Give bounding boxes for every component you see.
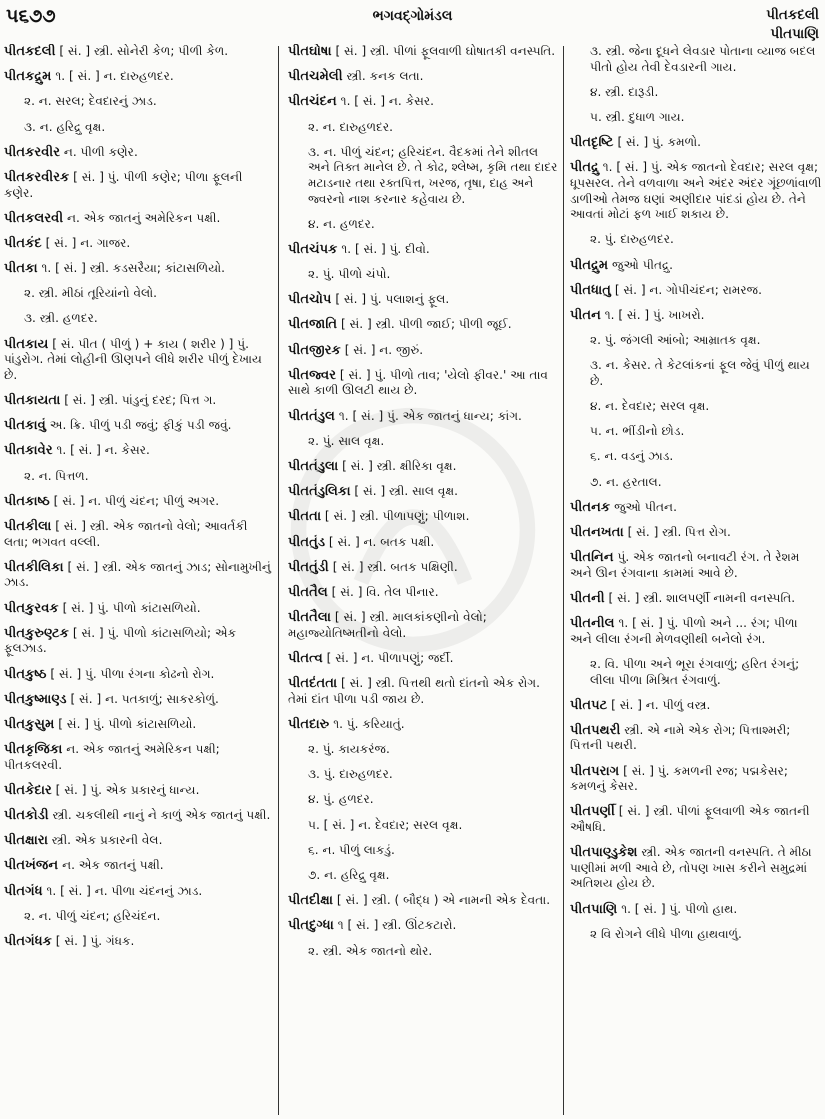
headword: પીતકરવીરક [4, 169, 70, 185]
guide-word-first: પીતકદલી [766, 7, 819, 23]
definition: સ્ત્રી. એક જાતની વનસ્પતિ. તે મીઠા પાણીમાં મળી આવે છે, તોપણ ખાસ કરીને સમુદ્રમાં અતિશય હોય છે. [570, 845, 812, 891]
column-3 [570, 44, 823, 1116]
definition: ૧. [ સં. ] સ્ત્રી. કડસરૈયા; કાંટાસળિયો. [37, 261, 226, 276]
definition: ૩. ન. કેસર. તે કેટલાંકનાં ફૂલ જેવું પીળું થાય છે. [590, 358, 810, 388]
dictionary-entry [4, 858, 272, 874]
dictionary-entry [288, 343, 558, 359]
headword: પીતકુષ્માણ્ડ [4, 691, 67, 707]
sub-definition [288, 944, 558, 960]
dictionary-entry [288, 509, 558, 525]
dictionary-entry [288, 535, 558, 551]
headword: પીતકીલા [4, 518, 52, 534]
dictionary-entry [570, 698, 823, 714]
definition: [ સં. ] સ્ત્રી. પિત્તથી થતો દાંતનો એક રોગ. તેમાં દાંત પીળા પડી જાય છે. [288, 676, 540, 706]
dictionary-entry [288, 484, 558, 500]
definition: [ સં. ] સ્ત્રી. માલકાંકણીનો વેલો; મહાજ્યોતિષ્મતીનો વેલો. [288, 610, 487, 640]
definition: ન. એક જાતનું પક્ષી. [58, 858, 164, 873]
headword: પીતતુંડ [288, 534, 326, 550]
headword: પીતતૈલા [288, 610, 332, 626]
definition: ૨. પું. સાલ વૃક્ષ. [308, 433, 385, 448]
dictionary-entry [4, 519, 272, 550]
dictionary-entry [4, 560, 272, 591]
headword: પીતકાષ્ઠ [4, 493, 50, 509]
definition: [ સં. ] ન. ગોપીચંદન; રામરજ. [610, 282, 762, 297]
dictionary-entry [288, 94, 558, 110]
definition: જુઓ પીતન. [610, 499, 677, 514]
dictionary-entry [4, 742, 272, 773]
sub-definition [288, 267, 558, 283]
dictionary-entry [288, 585, 558, 601]
definition: ૭. ન. હરિદ્રુ વૃક્ષ. [308, 868, 390, 882]
sub-definition [288, 843, 558, 859]
definition: સ્ત્રી. એ નામે એક રોગ; પિત્તાશ્મરી; પિત્તની પથરી. [570, 722, 791, 753]
headword: પીતચમેલી [288, 69, 343, 85]
dictionary-entry [570, 616, 823, 647]
definition: [ સં. ] પું. પીળી કણેર; પીળા ફૂલની કણેર. [4, 169, 243, 200]
definition: [ સં. ] સ્ત્રી. બતક પક્ષિણી. [328, 559, 458, 574]
definition: [ સં. ] પું. કમળની રજ; પદ્મકેસર; કમળનું કેસર. [570, 763, 788, 794]
headword: પીતતંડુલિકા [288, 484, 351, 500]
headword: પીતતા [288, 509, 322, 525]
headword: પીતની [570, 590, 605, 606]
sub-definition [288, 792, 558, 808]
sub-definition [288, 818, 558, 834]
headword: પીતગંધક [4, 933, 52, 949]
dictionary-entry [4, 494, 272, 510]
headword: પીતકંદ [4, 235, 42, 251]
sub-definition [570, 44, 823, 75]
definition: ન. એક જાતનું અમેરિકન પક્ષી; પીતકલરવી. [4, 742, 220, 772]
sub-definition [570, 110, 823, 126]
headword: પીતકુષ્ઠ [4, 666, 47, 682]
dictionary-entry [570, 160, 823, 222]
headword: પીતદ્રુ [570, 160, 599, 176]
dictionary-entry [288, 242, 558, 258]
definition: અ. ક્રિ. પીળું પડી જવું; ફીકું પડી જવું. [45, 418, 232, 433]
headword: પીતદ્રુમ [570, 257, 609, 273]
sub-definition [4, 311, 272, 327]
definition: ૧. [ સં. ] પું. પીળો અને ... રંગ; પીળા અને લીલા રંગની મેળવણીથી બનેલો રંગ. [570, 616, 798, 646]
definition: [ સં. ] ન. ગાજર. [41, 235, 131, 250]
definition: જુઓ પીતદ્રુ. [608, 257, 674, 272]
definition: ૨. પું. પીળો ચંપો. [308, 267, 391, 282]
headword: પીતપટ [570, 697, 608, 713]
definition: [ સં. ] પું. પીળો કાંટાસળિયો. [54, 716, 197, 731]
definition: ૪. ન. હળદર. [308, 216, 375, 231]
column-1 [4, 44, 272, 1116]
definition: [ સં. ] ન. પીળાપણું; જર્દી. [322, 650, 454, 665]
dictionary-entry [4, 261, 272, 277]
definition: [ સં. ] ન. બતક પક્ષી. [325, 534, 435, 549]
dictionary-entry [288, 317, 558, 333]
dictionary-entry [288, 918, 558, 934]
definition: ૧. [ સં. ] ન. કેસર. [52, 443, 150, 458]
sub-definition [288, 120, 558, 136]
dictionary-entry [570, 550, 823, 581]
definition: [ સં. ] સ્ત્રી. શાલપર્ણી નામની વનસ્પતિ. [604, 590, 796, 605]
definition: ૬. ન. વડનું ઝાડ. [590, 449, 674, 464]
definition: ૧. [ સં. ] પું. દીવો. [337, 241, 430, 256]
dictionary-entry [570, 500, 823, 516]
sub-definition [570, 333, 823, 349]
definition: [ સં. ] સ્ત્રી. ( બૌદ્ધ ) એ નામની એક દેવતા. [333, 893, 551, 908]
sub-definition [570, 657, 823, 688]
definition: [ સં. ] સ્ત્રી. પાંડુનું દરદ; પિત્ત ગ. [60, 393, 217, 408]
definition: ૪. સ્ત્રી. દારૂડી. [590, 84, 659, 99]
sub-definition [570, 399, 823, 415]
sub-definition [288, 868, 558, 884]
dictionary-entry [4, 211, 272, 227]
headword: પીતધાતુ [570, 282, 611, 298]
dictionary-entry [570, 283, 823, 299]
headword: પીતકૃજિકા [4, 742, 63, 758]
dictionary-entry [4, 717, 272, 733]
headword: પીતજીરક [288, 342, 341, 358]
dictionary-entry [570, 845, 823, 892]
definition: ૪. પું. હળદર. [308, 792, 374, 807]
definition: ૭. ન. હરતાલ. [590, 474, 662, 489]
headword: પીતકરવીર [4, 144, 61, 160]
definition: ૧. [ સં. ] પું. પીળો હાથ. [617, 901, 738, 916]
definition: ૧. [ સં. ] પું. એક જાતનું ધાન્ય; કાંગ. [335, 408, 522, 423]
definition: [ સં. ] સ્ત્રી. એક જાતનું ઝાડ; સોનામુખીનું ઝાડ. [4, 559, 271, 590]
definition: ૩. ન. પીળું ચંદન; હરિચંદન. વૈદકમાં તેને શીતલ અને તિક્ત માનેલ છે. તે કોઢ, શ્લેષ્મ, કૃમિ તથા દાદર મટાડનાર તથા રક્તપિત્ત, ખરજ, તૃષા, દાહ અને જ્વરનો નાશ કરનાર કહેવાય છે. [308, 144, 558, 206]
definition: [ સં. ] સ્ત્રી. પીળાં ફૂલવાળી ઘોષાતકી વનસ્પતિ. [331, 44, 556, 58]
headword: પીતતૈલ [288, 584, 328, 600]
dictionary-entry [570, 804, 823, 835]
definition: [ સં. ] પું. પીળો કાંટાસળિયો; એક ફૂલઝાડ. [4, 625, 237, 656]
headword: પીતદીક્ષા [288, 893, 334, 909]
headword: પીતકોડી [4, 808, 49, 824]
definition: [ સં. ] સ્ત્રી. પીળાં ફૂલવાળી એક જાતની ઔષધિ. [570, 804, 810, 835]
sub-definition [570, 449, 823, 465]
headword: પીતપરાગ [570, 763, 620, 779]
headword: પીતતુંડી [288, 559, 329, 575]
dictionary-entry [4, 170, 272, 201]
definition: [ સં. ] પું. કમળો. [613, 135, 701, 150]
dictionary-entry [4, 601, 272, 617]
dictionary-columns [4, 44, 823, 1116]
dictionary-entry [288, 676, 558, 707]
definition: ૨. ન. પિત્તળ. [24, 468, 89, 483]
sub-definition [570, 927, 823, 943]
dictionary-entry [288, 717, 558, 733]
dictionary-entry [570, 308, 823, 324]
definition: ૨. વિ. પીળા અને ભૂરા રંગવાળું; હરિત રંગનું; લીલા પીળા મિશ્રિત રંગવાળું. [590, 656, 800, 687]
dictionary-entry [4, 418, 272, 434]
dictionary-entry [4, 626, 272, 657]
headword: પીતકદ્રુમ [4, 69, 52, 85]
definition: ૬. ન. પીળું લાકડું. [308, 842, 395, 857]
sub-definition [4, 94, 272, 110]
dictionary-entry [4, 44, 272, 60]
definition: [ સં. ] ન. પીળું ચંદન; પીળું અગર. [49, 493, 220, 508]
headword: પીતપર્ણી [570, 804, 615, 820]
definition: ૨. સ્ત્રી. મીઠાં તૂરિયાંનો વેલો. [24, 286, 157, 301]
definition: ૨. પું. જંગલી આંબો; આમ્રાતક વૃક્ષ. [590, 333, 761, 348]
definition: સ્ત્રી. ચકલીથી નાનું ને કાળું એક જાતનું પક્ષી. [48, 808, 271, 823]
definition: ૧ [ સં. ] સ્ત્રી. ઊંટકટારો. [333, 918, 457, 933]
dictionary-entry [288, 292, 558, 308]
sub-definition [4, 120, 272, 136]
sub-definition [4, 286, 272, 302]
headword: પીતકેદાર [4, 782, 52, 798]
headword: પીતકાય [4, 336, 49, 352]
definition: ૩. સ્ત્રી. જેના દૂધને લેવડાર પોતાના વ્યાજ બદલ પીતો હોય તેવી દેવડારની ગાય. [590, 44, 816, 74]
sub-definition [288, 767, 558, 783]
definition: ૧. [ સં. ] પું. એક જાતનો દેવદાર; સરલ વૃક્ષ; ધૂપસરલ. તેને વળવાળા અને અંદર અંદર ગૂંછળાંવાળી ડાળીઓ તેમજ ઘણાં અણીદાર પાંદડાં હોય છે. તેને આવતાં મોટાં ફળ ખાઈ શકાય છે. [570, 160, 822, 222]
headword: પીતકાવું [4, 418, 46, 434]
definition: [ સં. ] પું. પલાશનું ફૂલ. [331, 292, 450, 307]
definition: ૪. ન. દેવદાર; સરલ વૃક્ષ. [590, 399, 710, 414]
headword: પીતકાવેર [4, 443, 53, 459]
dictionary-entry [288, 893, 558, 909]
definition: [ સં. ] પું. પીળો તાવ; 'યેલો ફીવર.' આ તાવ સાથે કાળી ઊલટી થાય છે. [288, 367, 548, 398]
definition: ૧. [ સં. ] ન. પીળા ચંદનનું ઝાડ. [42, 883, 203, 898]
headword: પીતપાણ્ડુકેશ [570, 845, 638, 861]
definition: ૩. પું. દારુહળદર. [308, 767, 393, 782]
dictionary-entry [570, 258, 823, 274]
definition: ૫. સ્ત્રી. દુધાળ ગાય. [590, 109, 685, 124]
dictionary-entry [570, 591, 823, 607]
dictionary-entry [288, 409, 558, 425]
guide-words [766, 6, 819, 44]
dictionary-entry [4, 69, 272, 85]
headword: પીતપાણિ [570, 901, 618, 917]
headword: પીતજ્વર [288, 367, 337, 383]
guide-word-last: પીતપાણિ [770, 26, 819, 42]
definition: ૧. [ સં. ] પું. ખાખરો. [600, 307, 705, 322]
headword: પીતનક [570, 499, 611, 515]
dictionary-entry [4, 145, 272, 161]
headword: પીતક્ષારા [4, 833, 48, 849]
headword: પીતકા [4, 261, 38, 277]
headword: પીતચંદન [288, 94, 337, 110]
definition: [ સં. ] સ્ત્રી. ક્ષીરિકા વૃક્ષ. [338, 459, 457, 473]
definition: [ સં. ] ન. પીળું વસ્ત્ર. [607, 697, 711, 712]
headword: પીતનીલ [570, 616, 615, 632]
dictionary-entry [4, 393, 272, 409]
definition: [ સં. ] પું. પીળો કાંટાસળિયો. [58, 600, 201, 615]
headword: પીતકુરુણ્ટક [4, 625, 69, 641]
sub-definition [4, 909, 272, 925]
sub-definition [288, 217, 558, 233]
sub-definition [570, 232, 823, 248]
definition: ૫. [ સં. ] ન. દેવદાર; સરલ વૃક્ષ. [308, 817, 463, 832]
headword: પીતનિન [570, 550, 614, 566]
dictionary-entry [570, 902, 823, 918]
definition: [ સં. ] પું. ગંધક. [51, 933, 135, 948]
sub-definition [570, 424, 823, 440]
definition: [ સં. ] સ્ત્રી. પિત્ત રોગ. [623, 524, 731, 539]
definition: [ સં. ] પું. પીળા રંગના કોઢનો રોગ. [46, 666, 215, 681]
definition: ૨. ન. સરલ; દેવદારનું ઝાડ. [24, 94, 157, 109]
headword: પીતકુરવક [4, 600, 59, 616]
page-title: ભગવદ્ગોમંડલ [372, 8, 453, 24]
dictionary-entry [288, 44, 558, 60]
definition: [ સં. ] સ્ત્રી. પીળાપણું; પીળાશ. [321, 509, 470, 524]
headword: પીતતંડુલ [288, 408, 336, 424]
headword: પીતકુસુમ [4, 716, 55, 732]
headword: પીતગંધ [4, 883, 43, 899]
dictionary-entry [4, 667, 272, 683]
definition: ૧. [ સં. ] ન. દારુહળદર. [51, 69, 174, 84]
dictionary-entry [4, 692, 272, 708]
headword: પીતકાયતા [4, 393, 61, 409]
definition: [ સં. ] પું. એક પ્રકારનું ધાન્ય. [51, 782, 200, 797]
dictionary-entry [288, 610, 558, 641]
definition: [ સં. ] વિ. તેલ પીનાર. [327, 584, 439, 599]
definition: [ સં. ] સ્ત્રી. સોનેરી કેળ; પીળી કેળ. [55, 44, 229, 58]
headword: પીતઘોષા [288, 44, 332, 59]
dictionary-entry [288, 560, 558, 576]
definition: ૨ વિ રોગને લીધે પીળા હાથવાળું. [590, 926, 742, 941]
definition: ન. એક જાતનું અમેરિકન પક્ષી. [63, 210, 221, 225]
definition: [ સં. ] સ્ત્રી. પીળી જાઈ; પીળી જૂઈ. [337, 317, 512, 332]
dictionary-entry [4, 833, 272, 849]
definition: ૨. પું. દારુહળદર. [590, 232, 674, 247]
definition: ૨. ન. પીળું ચંદન; હરિચંદન. [24, 908, 161, 923]
definition: પું. એક જાતનો બનાવટી રંગ. તે રેશમ અને ઊન રંગવાના કામમાં આવે છે. [570, 550, 800, 580]
dictionary-entry [570, 723, 823, 754]
headword: પીતકીલિકા [4, 559, 64, 575]
headword: પીતત્વ [288, 650, 323, 666]
sub-definition [570, 475, 823, 491]
definition: સ્ત્રી. કનક લતા. [342, 69, 424, 84]
dictionary-entry [4, 443, 272, 459]
dictionary-entry [4, 934, 272, 950]
sub-definition [288, 434, 558, 450]
dictionary-entry [288, 651, 558, 667]
dictionary-entry [4, 808, 272, 824]
definition: ૫. ન. ભીંડીનો છોડ. [590, 424, 685, 439]
column-2 [288, 44, 558, 1116]
dictionary-entry [570, 525, 823, 541]
dictionary-entry [570, 135, 823, 151]
headword: પીતદંતતા [288, 676, 338, 692]
headword: પીતન [570, 307, 601, 323]
definition: ૧. પું. કરિયાતું. [329, 716, 405, 731]
definition: ૨. ન. દારુહળદર. [308, 119, 393, 134]
headword: પીતજાતિ [288, 317, 338, 333]
headword: પીતકલરવી [4, 210, 64, 226]
headword: પીતનખતા [570, 524, 624, 540]
dictionary-entry [4, 783, 272, 799]
dictionary-entry [4, 337, 272, 384]
dictionary-entry [4, 884, 272, 900]
headword: પીતપથરી [570, 722, 621, 738]
dictionary-entry [4, 236, 272, 252]
dictionary-entry [288, 69, 558, 85]
headword: પીતદૃષ્ટિ [570, 135, 614, 151]
sub-definition [288, 145, 558, 207]
definition: ૩. ન. હરિદ્રુ વૃક્ષ. [24, 119, 106, 134]
definition: સ્ત્રી. એક પ્રકારની વેલ. [47, 833, 163, 848]
definition: ૧. [ સં. ] ન. કેસર. [336, 94, 435, 109]
dictionary-entry [288, 368, 558, 399]
sub-definition [4, 469, 272, 485]
headword: પીતચોપ [288, 292, 332, 308]
definition: [ સં. ] સ્ત્રી. એક જાતનો વેલો; આવર્તકી લતા; ભગવત વલ્લી. [4, 518, 248, 549]
headword: પીતખંજન [4, 858, 59, 874]
definition: ન. પીળી કણેર. [60, 144, 138, 159]
page-number: ૫૬૭૭ [6, 5, 56, 27]
headword: પીતતંડુલા [288, 459, 339, 474]
sub-definition [570, 85, 823, 101]
definition: [ સં. ] ન. પતકાળું; સાકરકોળું. [66, 691, 219, 706]
definition: [ સં. ] ન. જીરું. [340, 342, 424, 357]
sub-definition [570, 358, 823, 389]
definition: ૨. પું. કાયકરંજ. [308, 742, 390, 757]
headword: પીતદારુ [288, 716, 330, 732]
headword: પીતદુગ્ધા [288, 918, 334, 934]
dictionary-entry [570, 764, 823, 795]
definition: ૩. સ્ત્રી. હળદર. [24, 311, 98, 326]
definition: ૨. સ્ત્રી. એક જાતનો થોર. [308, 943, 433, 958]
sub-definition [288, 742, 558, 758]
headword: પીતચંપક [288, 241, 338, 257]
headword: પીતકદલી [4, 44, 56, 59]
dictionary-entry [288, 459, 558, 475]
definition: [ સં. ] સ્ત્રી. સાલ વૃક્ષ. [350, 484, 458, 499]
definition: [ સં. પીત ( પીળું ) + કાય ( શરીર ) ] પું. પાંડુરોગ. તેમાં લોહીની ઊણપને લીધે શરીર પીળું દેખાય છે. [4, 336, 262, 382]
